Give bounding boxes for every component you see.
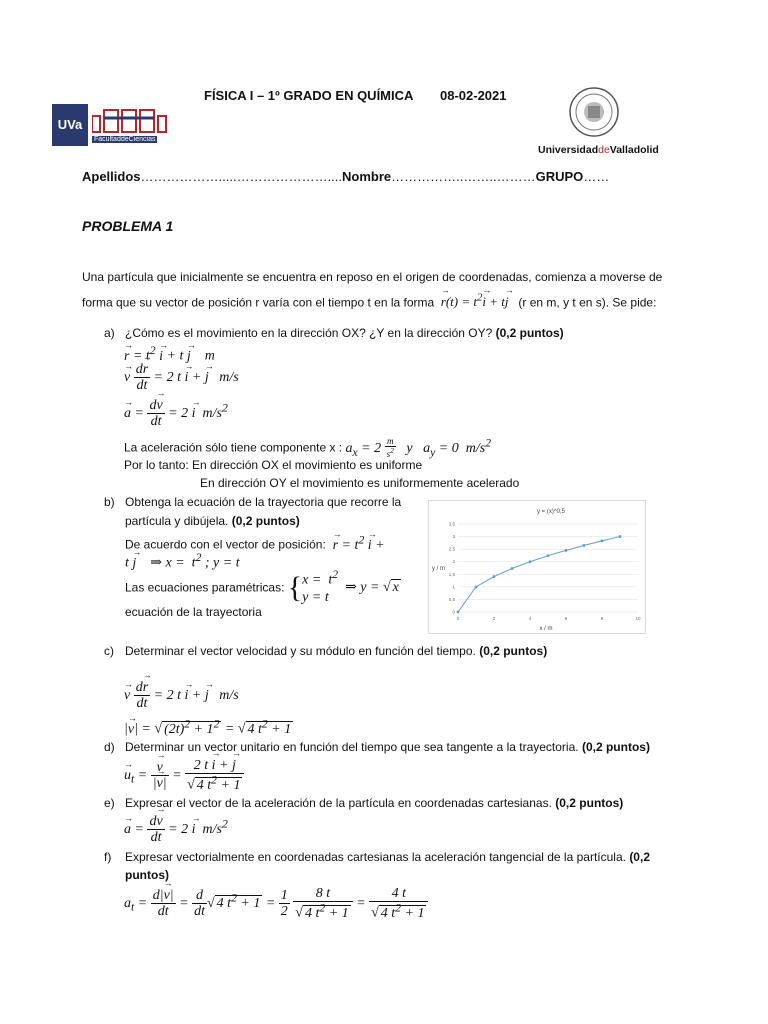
nombre-label: Nombre [342,169,392,184]
university-logo [538,86,659,158]
chart-y-axis-label: y / m [432,566,445,572]
part-a-eq-position: → $r = t^2 \to i + t \to j$ m [124,344,215,365]
chart-data-point [583,544,586,547]
part-c-question: c) Determinar el vector velocidad y su módulo en función del tiempo. (0,2 puntos) [104,644,548,658]
chart-x-tick-label: 6 [564,616,568,621]
chart-x-tick-label: 2 [492,616,496,621]
part-a-conclusion-2: En dirección OY el movimiento es uniformemente acelerado [200,476,520,490]
chart-data-point [565,549,568,552]
part-b-question-1: b) Obtenga la ecuación de la trayectoria que recorre la [104,495,402,509]
part-d-question: d) Determinar un vector unitario en función del tiempo que sea tangente a la trayectoria. (0,2 puntos) [104,740,650,754]
exam-date: 08-02-2021 [440,88,507,103]
uva-logo [52,104,170,146]
chart-x-tick-label: 0 [456,616,460,621]
apellidos-field[interactable]: ……………….....………………….... [140,169,343,184]
part-b-parametric: Las ecuaciones paramétricas: {$x = t^2$ y = t ⇒ y = √ x [125,568,399,606]
chart-data-point [601,539,604,542]
chart-y-tick-label: 0 [452,609,455,615]
part-c-eq-modulus: |→ v| = √ $(2t)^2 + 1^2$ = √ 4 $t^2 + 1$ [124,717,293,738]
university-name: UniversidaddeValladolid [538,144,659,156]
part-e-question: e) Expresar el vector de la aceleración de la partícula en coordenadas cartesianas. (0,2 puntos) [104,796,624,810]
grupo-label: GRUPO [535,169,584,184]
part-e-eq-acceleration: → a = $\frac{d\to v}{dt}$ = 2 → i $m/s^2$ [124,814,228,846]
chart-data-point [475,585,478,588]
university-seal-icon [566,86,622,138]
chart-y-tick-label: 2,5 [448,546,455,552]
uva-logo-text: UVa [57,117,83,132]
part-a-eq-velocity: → v $\frac{d\to r}{dt}$ = 2 t → i + → j m/s [124,362,239,394]
trajectory-chart-svg [428,500,646,634]
chart-y-tick-label: 2 [452,559,455,565]
chart-data-point [457,611,460,614]
chart-x-tick-label: 10 [635,616,641,621]
trajectory-chart [428,500,646,634]
chart-y-tick-label: 1,5 [448,571,455,577]
student-form-line [82,169,609,184]
part-a-accel-text: La aceleración sólo tiene componente x : $a_x = 2$ $\frac{m}{s^2}$ y $a_y = 0$ $m/s^2$ [124,435,492,460]
problem-title: PROBLEMA 1 [82,218,174,234]
part-b-question-2: partícula y dibújela. (0,2 puntos) [125,514,300,528]
uva-logo-box [52,104,88,146]
chart-data-point [493,575,496,578]
nombre-field[interactable]: ……………..……..……… [391,169,536,184]
chart-title: y = (x)^0,5 [537,509,565,515]
intro-line-1: Una partícula que inicialmente se encuentra en reposo en el origen de coordenadas, comienza a moverse de [82,270,663,284]
chart-data-point [547,554,550,557]
grupo-field[interactable]: …… [583,169,610,184]
chart-y-tick-label: 1 [452,584,455,590]
part-b-text-3: ecuación de la trayectoria [125,605,262,619]
part-a-accel-components: $a_x = 2$ $\frac{m}{s^2}$ y $a_y = 0$ $m/s^2$ [345,435,492,460]
chart-y-tick-label: 0,5 [448,596,455,602]
part-f-question: f) Expresar vectorialmente en coordenadas cartesianas la aceleración tangencial de la partícula. (0,2 [104,850,650,864]
part-b-text-1: De acuerdo con el vector de posición: → $r = t^2 \to i$ + [125,533,385,554]
chart-y-tick-label: 3 [452,534,455,540]
part-a-question: a) ¿Cómo es el movimiento en la dirección OX? ¿Y en la dirección OY? (0,2 puntos) [104,326,564,340]
part-f-eq-tangential: $a_t$ = $\frac{d|\to v|}{dt}$ = $\frac{d}{dt}$ √ 4 $t^2 + 1$ = $\frac{1}{2}$ $\frac{8 t}{√ 4 t^2 + 1}$ = $\frac{4 t}{√ 4 t^2 + 1}$ [124,886,428,921]
part-f-points-cont: puntos) [125,868,169,882]
part-b-eq-line: t → j ⇒ $x = t^2$ ; y = t [125,551,240,572]
chart-data-point [619,535,622,538]
chart-data-point [529,560,532,563]
apellidos-label: Apellidos [82,169,141,184]
position-formula: → $r(t) = t^2\to i + t\to j$ [438,294,516,309]
chart-x-tick-label: 4 [528,616,532,621]
exam-title: FÍSICA I – 1º GRADO EN QUÍMICA [204,88,414,103]
part-d-eq-unit-vector: → $u_t$ = → $\frac{v}{|\to v|}$ = $\frac{2 t \to i + \to j}{√ 4 t^2 + 1}$ [124,758,244,793]
part-a-eq-acceleration: → a = $\frac{d\to v}{dt}$ = 2 → i $m/s^2$ [124,398,228,430]
intro-line-2: forma que su vector de posición r varía con el tiempo t en la forma → $r(t) = t^2\to i + t\to j$ (r en m, y t en s). Se pide: [82,292,656,310]
part-a-conclusion-1: Por lo tanto: En dirección OX el movimiento es uniforme [124,458,423,472]
faculty-logo-text: FacultaddeCiencias [94,136,156,143]
chart-x-axis-label: x / m [539,626,553,632]
faculty-logo-graphic [92,106,170,134]
chart-y-tick-label: 3,5 [448,521,455,527]
part-c-eq-velocity: → v $\frac{d\to r}{dt}$ = 2 t → i + → j m/s [124,680,239,712]
chart-data-point [511,567,514,570]
chart-frame [429,501,646,634]
chart-x-tick-label: 8 [600,616,604,621]
